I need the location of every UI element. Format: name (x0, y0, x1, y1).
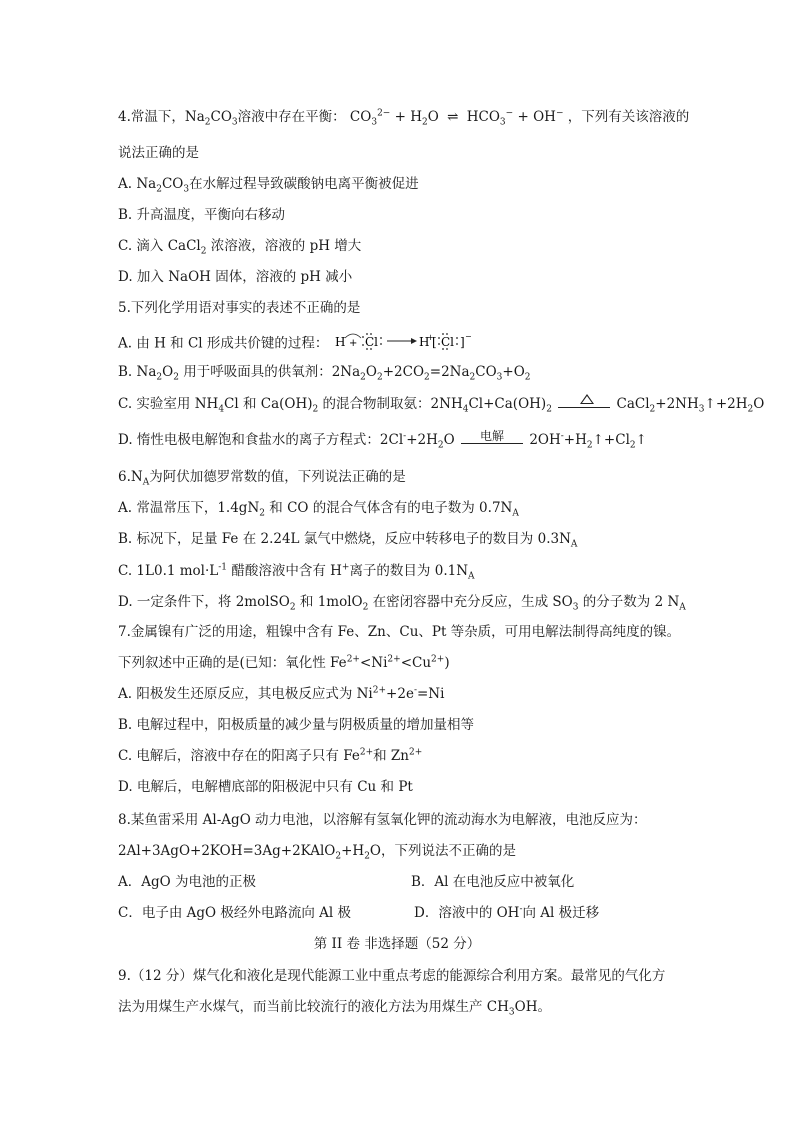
dot (438, 343, 440, 345)
q6-option-a (118, 498, 519, 518)
q6-option-d (118, 592, 686, 612)
q7-option-a (118, 684, 444, 704)
sub: 2 (424, 372, 430, 383)
eq-text: +H (341, 843, 365, 859)
q4-option-c (118, 236, 361, 256)
lewis-h-product: H (418, 335, 430, 349)
eq-lhs: CO (349, 109, 372, 125)
option-text: +2CO (382, 364, 425, 380)
sub: 3 (508, 1007, 515, 1018)
sub: A (468, 571, 475, 582)
eq-part: + OH (513, 109, 556, 125)
option-text: 醋酸溶液中含有 H (227, 563, 342, 579)
q6-option-c (118, 561, 475, 581)
sub: 2 (437, 440, 444, 451)
option-text: O (365, 364, 377, 380)
option-text: 在水解过程导致碳酸钠电离平衡被促进 (189, 176, 419, 192)
option-text: Cl+Ca(OH) (468, 396, 547, 412)
bracket-right: ] (459, 335, 465, 349)
arrow-line (461, 443, 523, 444)
option-text: A. 常温常压下，1.4gN (118, 500, 260, 516)
option-text: A. 阳极发生还原反应，其电极反应式为 Ni (118, 686, 373, 702)
stem-text: 6.N (118, 469, 143, 485)
q4-stem-text: CO (210, 109, 232, 125)
sub: 2 (747, 404, 754, 415)
option-text: B. Na (118, 364, 157, 380)
q5-option-d (118, 430, 647, 450)
q5-option-c (118, 394, 764, 414)
q5-stem: 5.下列化学用语对事实的表述不正确的是 (118, 300, 361, 316)
sub: 3 (499, 117, 506, 128)
q4-stem (118, 107, 689, 127)
q4-option-a (118, 174, 419, 194)
eq-part: O (427, 109, 439, 125)
q4-stem-text: ，下列有关该溶液的 (567, 109, 690, 125)
sup: − (505, 108, 514, 119)
eq-part: + H (390, 109, 423, 125)
q5-option-b (118, 362, 531, 382)
option-text: Cl 和 Ca(OH) (224, 396, 313, 412)
option-text: O (162, 364, 174, 380)
sup: 2− (377, 108, 391, 119)
option-text: C. 1L0.1 mol·L (118, 563, 219, 579)
option-text: =2Na (429, 364, 470, 380)
sub: 2 (586, 440, 593, 451)
sub: 2 (173, 372, 179, 383)
arrow-line (558, 407, 610, 408)
q8-option-a: A．AgO 为电池的正极 (118, 874, 256, 890)
option-text: 和 1molO (295, 594, 363, 610)
option-text: D. 惰性电极电解饱和食盐水的离子方程式：2Cl (118, 432, 404, 448)
option-text: 和 Zn (373, 748, 409, 764)
option-text: ↑+Cl (592, 432, 630, 448)
option-text: 浓溶液，溶液的 pH 增大 (206, 238, 362, 254)
q8-stem: 8.某鱼雷采用 Al-AgO 动力电池，以溶解有氢氧化钾的流动海水为电解液，电池反应为： (118, 812, 647, 828)
q4-option-d: D. 加入 NaOH 固体，溶液的 pH 减小 (118, 269, 353, 285)
q9-line2 (118, 997, 551, 1017)
sub: 3 (698, 404, 705, 415)
eq-text: 2Al+3AgO+2KOH=3Ag+2KAlO (118, 843, 336, 859)
option-text: C. 电解后，溶液中存在的阳离子只有 Fe (118, 748, 360, 764)
stem-text: <Ni (359, 655, 388, 671)
equilibrium-arrow-icon: ⇌ (447, 109, 459, 125)
sup: 2+ (359, 747, 374, 758)
sup: -1 (218, 562, 228, 573)
sup: - (519, 904, 523, 915)
option-text: CO (475, 364, 497, 380)
option-text: D. 一定条件下，将 2molSO (118, 594, 290, 610)
sup: + (341, 562, 350, 573)
minus-charge: − (464, 332, 472, 341)
plus-charge: + (426, 333, 434, 342)
q4-stem-text: 溶液中存在平衡： (237, 109, 346, 125)
sup: - (413, 685, 417, 696)
option-text: +2H (406, 432, 438, 448)
option-text: A. Na (118, 176, 157, 192)
option-text: +2NH (655, 396, 699, 412)
q7-option-d: D. 电解后，电解槽底部的阳极泥中只有 Cu 和 Pt (118, 779, 413, 795)
sub: 2 (259, 508, 265, 519)
option-text: 的混合物制取氨：2NH (318, 396, 463, 412)
q9-line1: 9.（12 分）煤气化和液化是现代能源工业中重点考虑的能源综合利用方案。最常见的气化方 (118, 968, 666, 984)
q4-stem-cont: 说法正确的是 (118, 145, 199, 161)
option-text: +2e (386, 686, 414, 702)
option-text: 用于呼吸面具的供氧剂：2Na (178, 364, 361, 380)
sub: 4 (218, 404, 225, 415)
sub: 2 (289, 602, 296, 613)
option-text: 离子的数目为 0.1N (349, 563, 469, 579)
stem-text: 下列叙述中正确的是(已知：氧化性 Fe (118, 655, 347, 671)
sub: 2 (376, 372, 383, 383)
dot (380, 343, 382, 345)
bracket-left: [ (431, 335, 437, 349)
heat-arrow-icon (556, 398, 612, 412)
sub: 3 (496, 372, 503, 383)
sub: 2 (649, 404, 656, 415)
sub: A (679, 602, 686, 613)
q9-text: OH。 (514, 999, 551, 1015)
q8-option-c: C．电子由 AgO 极经外电路流向 Al 极 (118, 905, 352, 921)
option-text: B. 标况下，足量 Fe 在 2.24L 氯气中燃烧，反应中转移电子的数目为 0.3N (118, 531, 571, 547)
option-text: +O (502, 364, 525, 380)
sub: A (142, 477, 150, 488)
sup: - (560, 431, 564, 442)
section-title: 第 II 卷 非选择题（52 分） (313, 936, 481, 952)
option-text: D．溶液中的 OH (414, 905, 520, 921)
sub: 2 (364, 851, 370, 862)
option-text: ↑ (635, 432, 647, 448)
sub: 2 (524, 372, 531, 383)
option-text: ↑+2H (704, 396, 748, 412)
sub: 3 (231, 117, 238, 128)
triangle-heat-icon (580, 394, 594, 404)
q7-stem-cont (118, 653, 450, 673)
lewis-h: H (334, 335, 346, 349)
q5-option-a (118, 330, 473, 358)
option-text: O (443, 432, 455, 448)
option-text: +H (563, 432, 587, 448)
q4-stem-text: 4.常温下，Na (118, 109, 205, 125)
q8-option-b: B．Al 在电池反应中被氧化 (411, 874, 575, 890)
sup: − (555, 108, 564, 119)
dot (456, 337, 458, 339)
dot (362, 336, 364, 338)
sup: 2+ (409, 747, 423, 758)
sub: 2 (362, 602, 369, 613)
option-text: 向 Al 极迁移 (522, 905, 600, 921)
q8-option-d (414, 903, 599, 923)
sub: 3 (572, 602, 579, 613)
sub: 2 (422, 117, 428, 128)
sub: 2 (335, 851, 342, 862)
lewis-cl-product: Cl (440, 335, 454, 349)
sup: 2+ (372, 685, 387, 696)
sub: 2 (204, 117, 211, 128)
lewis-formation-diagram (333, 330, 473, 358)
eq-text: O，下列说法不正确的是 (369, 843, 516, 859)
lewis-formation-svg (333, 330, 473, 352)
electrolysis-arrow-icon (459, 428, 525, 448)
q9-text: 法为用煤生产水煤气，而当前比较流行的液化方法为用煤生产 CH (118, 999, 509, 1015)
sup: - (403, 431, 407, 442)
sub: 2 (546, 404, 552, 415)
sub: 2 (312, 404, 319, 415)
dot (456, 343, 458, 345)
arrow-label: 电解 (480, 428, 505, 443)
sup: 2+ (387, 654, 401, 665)
q4-equilibrium (349, 108, 568, 128)
stem-text: ) (444, 655, 450, 671)
sub: A (512, 508, 519, 519)
lewis-cl: Cl (364, 335, 378, 349)
q7-stem: 7.金属镍有广泛的用途，粗镍中含有 Fe、Zn、Cu、Pt 等杂质，可用电解法制得高纯度的镍。 (118, 624, 681, 640)
q4-option-b: B. 升高温度，平衡向右移动 (118, 207, 286, 223)
q7-option-c (118, 746, 422, 766)
stem-text: 为阿伏加德罗常数的值，下列说法正确的是 (149, 469, 406, 485)
dot (438, 337, 440, 339)
option-text: O (753, 396, 765, 412)
sub: 2 (156, 372, 163, 383)
sub: 3 (371, 117, 378, 128)
option-text: 和 CO 的混合气体含有的电子数为 0.7N (265, 500, 513, 516)
dot (362, 344, 364, 346)
sub: 4 (462, 404, 469, 415)
sup: 2+ (346, 654, 360, 665)
option-text: CaCl (616, 396, 650, 412)
sub: 2 (156, 184, 162, 195)
arrowhead-icon (411, 338, 417, 344)
sub: 3 (183, 184, 190, 195)
q8-equation (118, 841, 516, 861)
option-text: =Ni (416, 686, 445, 702)
option-text: A. 由 H 和 Cl 形成共价键的过程： (118, 335, 329, 352)
q7-option-b: B. 电解过程中，阳极质量的减少量与阴极质量的增加量相等 (118, 717, 475, 733)
option-text: C. 滴入 CaCl (118, 238, 201, 254)
sub: 2 (469, 372, 476, 383)
sub: 2 (629, 440, 636, 451)
sup: 2+ (431, 654, 445, 665)
plus-sign: + (348, 338, 358, 349)
option-text: 在密闭容器中充分反应，生成 SO (368, 594, 573, 610)
sub: 2 (360, 372, 366, 383)
q6-option-b (118, 529, 577, 549)
option-text: C. 实验室用 NH (118, 396, 219, 412)
sub: A (570, 539, 578, 550)
sub: 2 (200, 246, 207, 257)
option-text: 的分子数为 2 N (578, 594, 680, 610)
dot (380, 337, 382, 339)
eq-rhs: HCO (466, 109, 500, 125)
stem-text: <Cu (400, 655, 432, 671)
option-text: 2OH (529, 432, 561, 448)
option-text: CO (161, 176, 184, 192)
q6-stem (118, 467, 406, 487)
